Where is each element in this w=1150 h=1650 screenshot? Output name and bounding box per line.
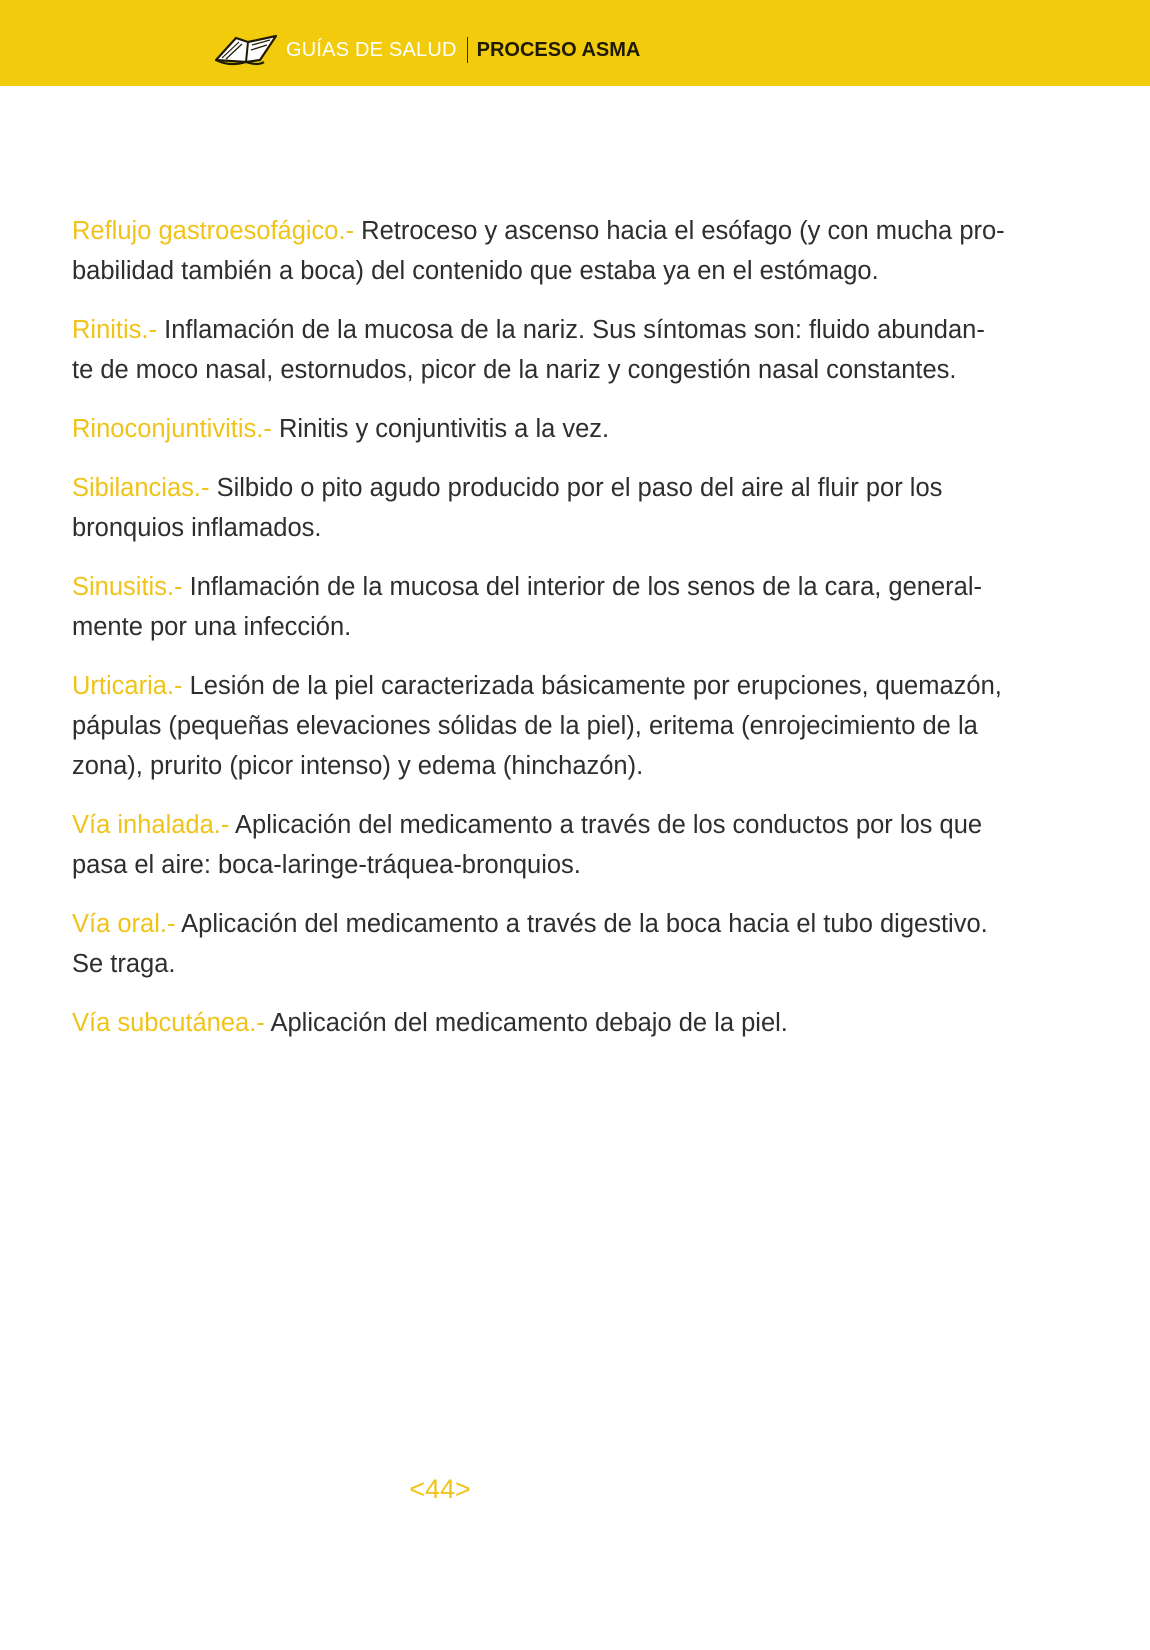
glossary-entry	[72, 904, 1027, 984]
definition-line: babilidad también a boca) del contenido que estaba ya en el estómago.	[72, 257, 879, 285]
definition-line: te de moco nasal, estornudos, picor de la nariz y congestión nasal constantes.	[72, 356, 957, 384]
definition-line: pápulas (pequeñas elevaciones sólidas de la piel), eritema (enrojecimiento de la	[72, 712, 978, 740]
definition-line: mente por una infección.	[72, 613, 352, 641]
glossary-entry	[72, 805, 1027, 885]
definition-line: Inflamación de la mucosa de la nariz. Sus síntomas son: fluido abundan-	[164, 316, 985, 344]
glossary-entry	[72, 310, 1027, 390]
glossary-term: Urticaria.-	[72, 672, 183, 700]
glossary-entry	[72, 666, 1027, 786]
glossary-entry	[72, 211, 1027, 291]
glossary-list	[72, 211, 1027, 1062]
glossary-term: Sinusitis.-	[72, 573, 183, 601]
glossary-entry	[72, 567, 1027, 647]
glossary-term: Vía inhalada.-	[72, 811, 230, 839]
glossary-term: Vía subcutánea.-	[72, 1009, 265, 1037]
glossary-term: Sibilancias.-	[72, 474, 210, 502]
definition-line: zona), prurito (picor intenso) y edema (hinchazón).	[72, 752, 644, 780]
glossary-term: Reflujo gastroesofágico.-	[72, 217, 355, 245]
glossary-entry	[72, 409, 1027, 449]
series-title: GUÍAS DE SALUD	[286, 38, 457, 61]
glossary-term: Rinoconjuntivitis.-	[72, 415, 272, 443]
glossary-term: Rinitis.-	[72, 316, 158, 344]
header-divider	[467, 37, 468, 63]
glossary-term: Vía oral.-	[72, 910, 176, 938]
definition-line: pasa el aire: boca-laringe-tráquea-bronquios.	[72, 851, 581, 879]
definition-line: Aplicación del medicamento a través de la boca hacia el tubo digestivo.	[181, 910, 988, 938]
definition-line: Inflamación de la mucosa del interior de los senos de la cara, general-	[189, 573, 982, 601]
definition-line: Retroceso y ascenso hacia el esófago (y con mucha pro-	[361, 217, 1005, 245]
definition-line: Silbido o pito agudo producido por el paso del aire al fluir por los	[216, 474, 943, 502]
header-band	[0, 0, 1150, 86]
definition-line: Aplicación del medicamento a través de los conductos por los que	[235, 811, 983, 839]
definition-line: bronquios inflamados.	[72, 514, 322, 542]
process-title: PROCESO ASMA	[476, 38, 641, 61]
open-book-icon	[212, 30, 280, 70]
definition-line: Lesión de la piel caracterizada básicamente por erupciones, quemazón,	[189, 672, 1002, 700]
definition-line: Se traga.	[72, 950, 176, 978]
glossary-entry	[72, 468, 1027, 548]
glossary-entry	[72, 1003, 1027, 1043]
page-number: <44>	[409, 1474, 471, 1504]
running-header	[212, 30, 640, 70]
definition-line: Aplicación del medicamento debajo de la piel.	[270, 1009, 788, 1037]
definition-line: Rinitis y conjuntivitis a la vez.	[278, 415, 610, 443]
